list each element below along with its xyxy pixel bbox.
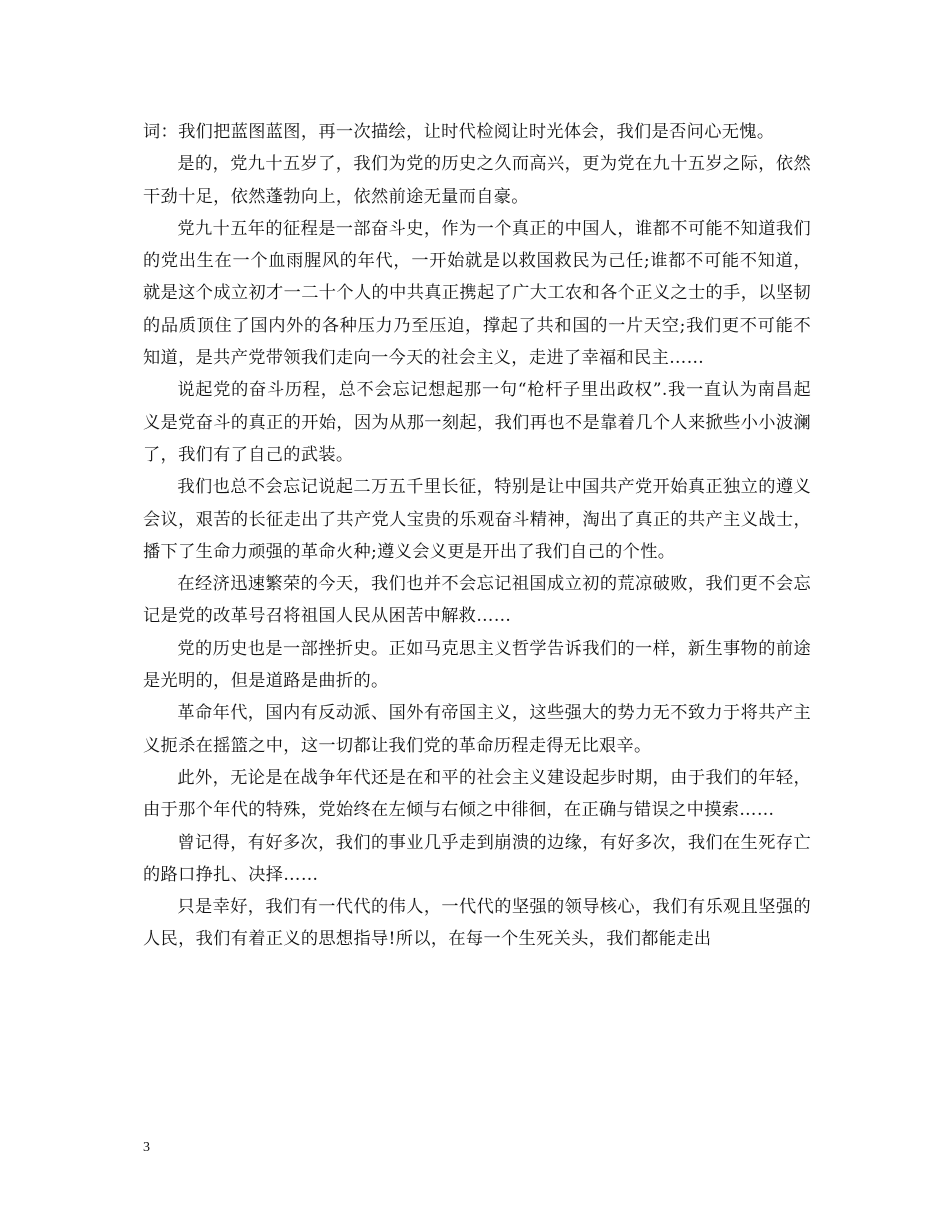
paragraph-2: 是的，党九十五岁了，我们为党的历史之久而高兴，更为党在九十五岁之际，依然干劲十足，依然蓬勃向上，依然前途无量而自豪。	[143, 154, 811, 207]
body-text	[143, 116, 811, 956]
page-number: 3	[143, 1140, 150, 1155]
paragraph-7: 党的历史也是一部挫折史。正如马克思主义哲学告诉我们的一样，新生事物的前途是光明的，但是道路是曲折的。	[143, 638, 811, 692]
paragraph-10: 曾记得，有好多次，我们的事业几乎走到崩溃的边缘，有好多次，我们在生死存亡的路口挣扎、决择……	[143, 832, 811, 885]
paragraph-9: 此外，无论是在战争年代还是在和平的社会主义建设起步时期，由于我们的年轻，由于那个年代的特殊，党始终在左倾与右倾之中徘徊，在正确与错误之中摸索……	[143, 767, 811, 821]
paragraph-8: 革命年代，国内有反动派、国外有帝国主义，这些强大的势力无不致力于将共产主义扼杀在摇篮之中，这一切都让我们党的革命历程走得无比艰辛。	[143, 703, 811, 756]
paragraph-11: 只是幸好，我们有一代代的伟人，一代代的坚强的领导核心，我们有乐观且坚强的人民，我们有着正义的思想指导!所以，在每一个生死关头，我们都能走出	[143, 897, 811, 950]
paragraph-5: 我们也总不会忘记说起二万五千里长征，特别是让中国共产党开始真正独立的遵义会议，艰苦的长征走出了共产党人宝贵的乐观奋斗精神，淘出了真正的共产主义战士，播下了生命力顽强的革命火种;遵义会义更是开出了我们自己的个性。	[143, 477, 811, 562]
paragraph-4: 说起党的奋斗历程，总不会忘记想起那一句“枪杆子里出政权”.我一直认为南昌起义是党奋斗的真正的开始，因为从那一刻起，我们再也不是靠着几个人来掀些小小波澜了，我们有了自己的武装。	[143, 380, 811, 465]
paragraph-3: 党九十五年的征程是一部奋斗史，作为一个真正的中国人，谁都不可能不知道我们的党出生在一个血雨腥风的年代，一开始就是以救国救民为己任;谁都不可能不知道，就是这个成立初才一二十个人的中共真正携起了广大工农和各个正义之士的手，以坚韧的品质顶住了国内外的各种压力乃至压迫，撑起了共和国的一片天空;我们更不可能不知道，是共产党带领我们走向一今天的社会主义，走进了幸福和民主……	[143, 218, 811, 369]
paragraph-1: 词：我们把蓝图蓝图，再一次描绘，让时代检阅让时光体会，我们是否问心无愧。	[143, 122, 775, 142]
paragraph-6: 在经济迅速繁荣的今天，我们也并不会忘记祖国成立初的荒凉破败，我们更不会忘记是党的改革号召将祖国人民从困苦中解救……	[143, 574, 811, 627]
